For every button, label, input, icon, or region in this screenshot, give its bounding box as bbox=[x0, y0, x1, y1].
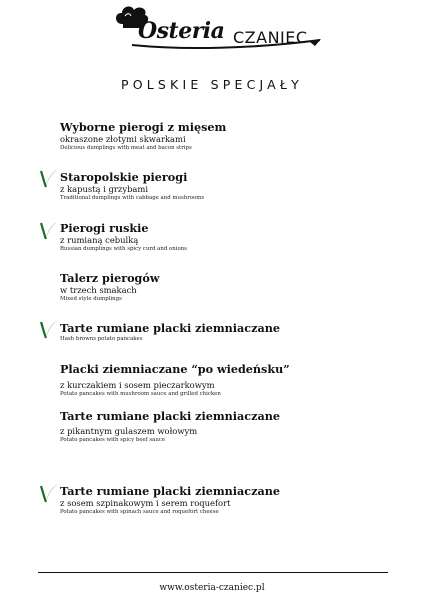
menu-item bbox=[60, 321, 280, 343]
dish-description-pl: z pikantnym gulaszem wołowym bbox=[60, 426, 198, 436]
dish-description-en: Potato pancakes with spicy beef sauce bbox=[60, 437, 166, 443]
dish-name: Tarte rumiane placki ziemniaczane bbox=[60, 321, 280, 335]
menu-item bbox=[60, 221, 187, 253]
menu-item bbox=[60, 362, 290, 398]
dish-description-pl: z kapustą i grzybami bbox=[60, 184, 149, 194]
footer-divider bbox=[38, 572, 388, 573]
dish-description-en: Potato pancakes with spinach sauce and roquefort cheese bbox=[60, 509, 219, 515]
logo-script-text: Osteria bbox=[138, 18, 225, 44]
dish-name: Staropolskie pierogi bbox=[60, 170, 188, 184]
menu-item bbox=[60, 484, 280, 516]
vegetarian-leaf-icon bbox=[37, 167, 59, 189]
dish-description-en: Hash browns potato pancakes bbox=[60, 336, 143, 342]
dish-description-pl: okraszone złotymi skwarkami bbox=[60, 134, 186, 144]
dish-description-en: Potato pancakes with mushroom sauce and grilled chicken bbox=[60, 391, 221, 397]
dish-description-pl: z sosem szpinakowym i serem roquefort bbox=[60, 498, 231, 508]
footer-website: www.osteria-czaniec.pl bbox=[159, 583, 265, 593]
menu-item bbox=[60, 271, 159, 303]
dish-description-en: Mixed style dumplings bbox=[60, 296, 122, 302]
menu-item bbox=[60, 120, 226, 152]
dish-description-en: Traditional dumplings with cabbage and mushrooms bbox=[60, 195, 205, 201]
dish-name: Tarte rumiane placki ziemniaczane bbox=[60, 409, 280, 423]
dish-description-pl: z rumianą cebulką bbox=[60, 235, 139, 245]
logo bbox=[112, 4, 322, 54]
logo-swoosh bbox=[112, 36, 322, 52]
dish-name: Placki ziemniaczane “po wiedeńsku” bbox=[60, 362, 290, 376]
dish-name: Tarte rumiane placki ziemniaczane bbox=[60, 484, 280, 498]
menu-item bbox=[60, 409, 280, 444]
dish-name: Wyborne pierogi z mięsem bbox=[60, 120, 227, 134]
dish-name: Pierogi ruskie bbox=[60, 221, 149, 235]
dish-description-en: Russian dumplings with spicy curd and onions bbox=[60, 246, 187, 252]
dish-name: Talerz pierogów bbox=[60, 271, 160, 285]
menu-item bbox=[60, 170, 204, 202]
logo-caps-text: CZANIEC bbox=[233, 28, 308, 47]
dish-description-pl: z kurczakiem i sosem pieczarkowym bbox=[60, 380, 215, 390]
dish-description-pl: w trzech smakach bbox=[60, 285, 137, 295]
dish-description-en: Delicious dumplings with meat and bacon strips bbox=[60, 145, 192, 151]
vegetarian-leaf-icon bbox=[37, 318, 59, 340]
vegetarian-leaf-icon bbox=[37, 482, 59, 504]
section-title: POLSKIE SPECJAŁY bbox=[120, 77, 303, 92]
vegetarian-leaf-icon bbox=[37, 219, 59, 241]
